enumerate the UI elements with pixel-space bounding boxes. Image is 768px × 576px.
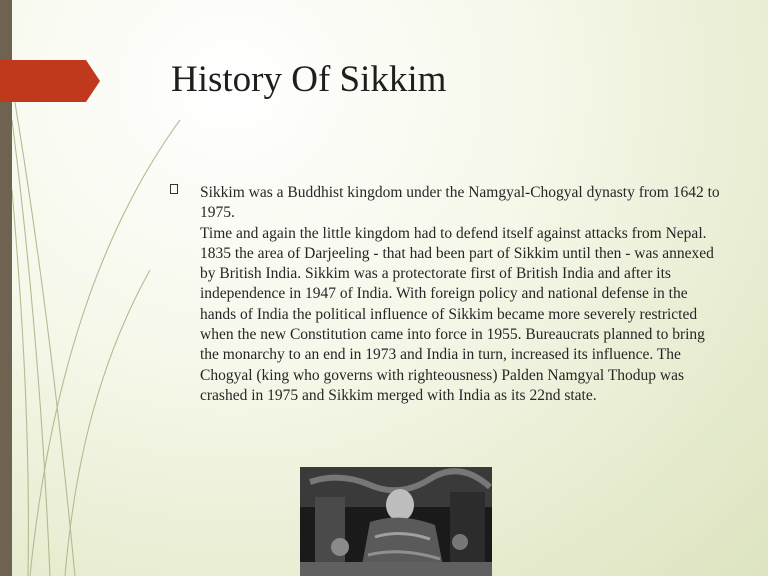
slide-title: History Of Sikkim [171,59,447,100]
title-arrow-shape [0,60,100,102]
paragraph-history: Time and again the little kingdom had to defend itself against attacks from Nepal. 1835 the area of Darjeeling - that had been part of Sikkim until then - was annexed by British India. Sikkim was a protectorate first of British India and after its independence in 1947 of India. With foreign policy and national defense in the hands of India the political influence of Sikkim became more severely restricted when the new Constitution came into force in 1955. Bureaucrats planned to bring the monarchy to an end in 1973 and India in turn, increased its influence. The Chogyal (king who governs with righteousness) Palden Namgyal Thodup was crashed in 1975 and Sikkim merged with India as its 22nd state. [200,224,714,404]
body-text [200,183,720,406]
historical-photo [300,467,492,576]
paragraph-intro: Sikkim was a Buddhist kingdom under the Namgyal-Chogyal dynasty from 1642 to 1975. [200,184,720,222]
bullet-icon [170,184,178,194]
